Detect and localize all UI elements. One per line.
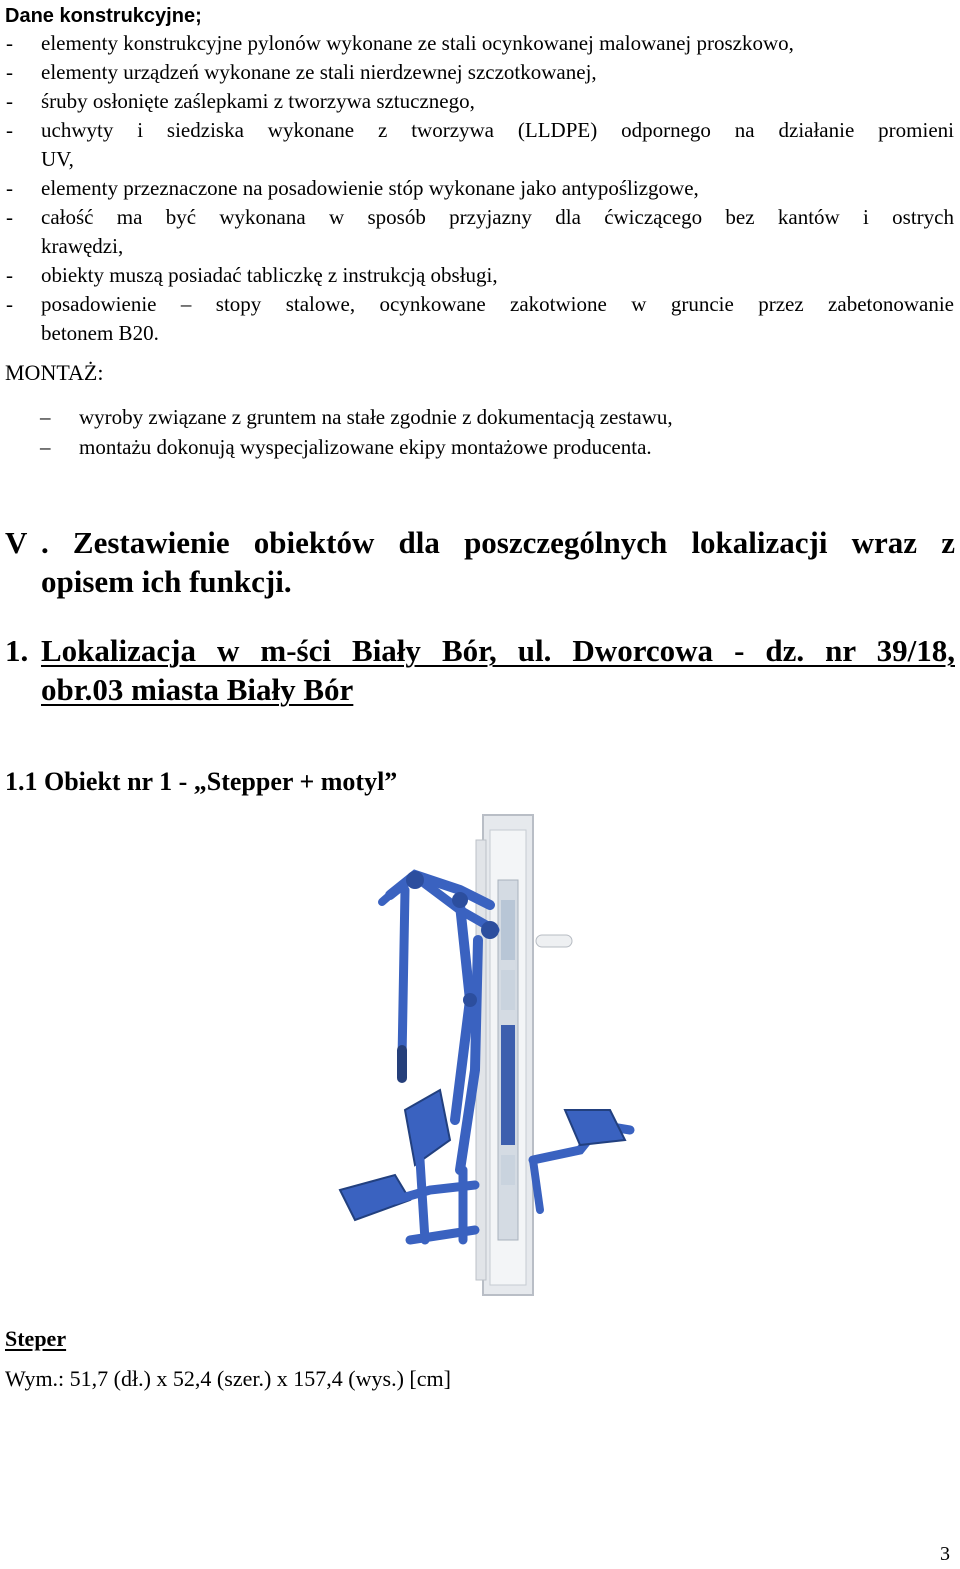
pylon: [476, 815, 572, 1295]
location-title-continuation: obr.03 miasta Biały Bór: [41, 672, 354, 707]
bullet-dash: -: [6, 31, 13, 55]
location-number: 1.: [5, 633, 29, 668]
location-title: Lokalizacja w m-ści Biały Bór, ul. Dworcowa - dz. nr 39/18,: [41, 633, 955, 668]
page-number: 3: [940, 1543, 950, 1565]
section-title: Dane konstrukcyjne;: [5, 5, 202, 27]
chapter-number: V: [5, 525, 28, 560]
product-name: Steper: [5, 1326, 67, 1351]
list-item: - śruby osłonięte zaślepkami z tworzywa sztucznego,: [0, 87, 960, 116]
chapter-title: . Zestawienie obiektów dla poszczególnych lokalizacji wraz z: [41, 525, 955, 560]
montaz-item: montażu dokonują wyspecjalizowane ekipy montażowe producenta.: [79, 435, 652, 459]
list-item: - obiekty muszą posiadać tabliczkę z instrukcją obsługi,: [0, 261, 960, 290]
foot-rests: [533, 1110, 630, 1210]
list-item-continuation: UV,: [41, 147, 74, 171]
bullet-dash: -: [6, 205, 13, 229]
montaz-item-dash: –: [40, 435, 51, 459]
bullet-dash: -: [6, 60, 13, 84]
bullet-dash: -: [6, 292, 13, 316]
stepper-equipment-image: [300, 810, 680, 1310]
list-item: - posadowienie – stopy stalowe, ocynkowane zakotwione w gruncie przez zabetonowanie: [0, 290, 960, 319]
list-item: - całość ma być wykonana w sposób przyjazny dla ćwiczącego bez kantów i ostrych: [0, 203, 960, 232]
montaz-item-dash: –: [40, 405, 51, 429]
product-dimensions: Wym.: 51,7 (dł.) x 52,4 (szer.) x 157,4 (wys.) [cm]: [5, 1366, 451, 1391]
bullet-dash: -: [6, 176, 13, 200]
object-heading: 1.1 Obiekt nr 1 - „Stepper + motyl”: [5, 767, 398, 796]
montaz-heading: MONTAŻ:: [5, 360, 104, 385]
list-item: - elementy urządzeń wykonane ze stali nierdzewnej szczotkowanej,: [0, 58, 960, 87]
list-item: - elementy przeznaczone na posadowienie stóp wykonane jako antypoślizgowe,: [0, 174, 960, 203]
bullet-dash: -: [6, 118, 13, 142]
list-item-continuation: betonem B20.: [41, 321, 159, 345]
bullet-dash: -: [6, 89, 13, 113]
montaz-item: wyroby związane z gruntem na stałe zgodnie z dokumentacją zestawu,: [79, 405, 673, 429]
bullet-dash: -: [6, 263, 13, 287]
list-item-continuation: krawędzi,: [41, 234, 124, 258]
chapter-title-continuation: opisem ich funkcji.: [41, 564, 292, 599]
list-item: - uchwyty i siedziska wykonane z tworzywa (LLDPE) odpornego na działanie promieni: [0, 116, 960, 145]
list-item: - elementy konstrukcyjne pylonów wykonane ze stali ocynkowanej malowanej proszkowo,: [0, 29, 960, 58]
